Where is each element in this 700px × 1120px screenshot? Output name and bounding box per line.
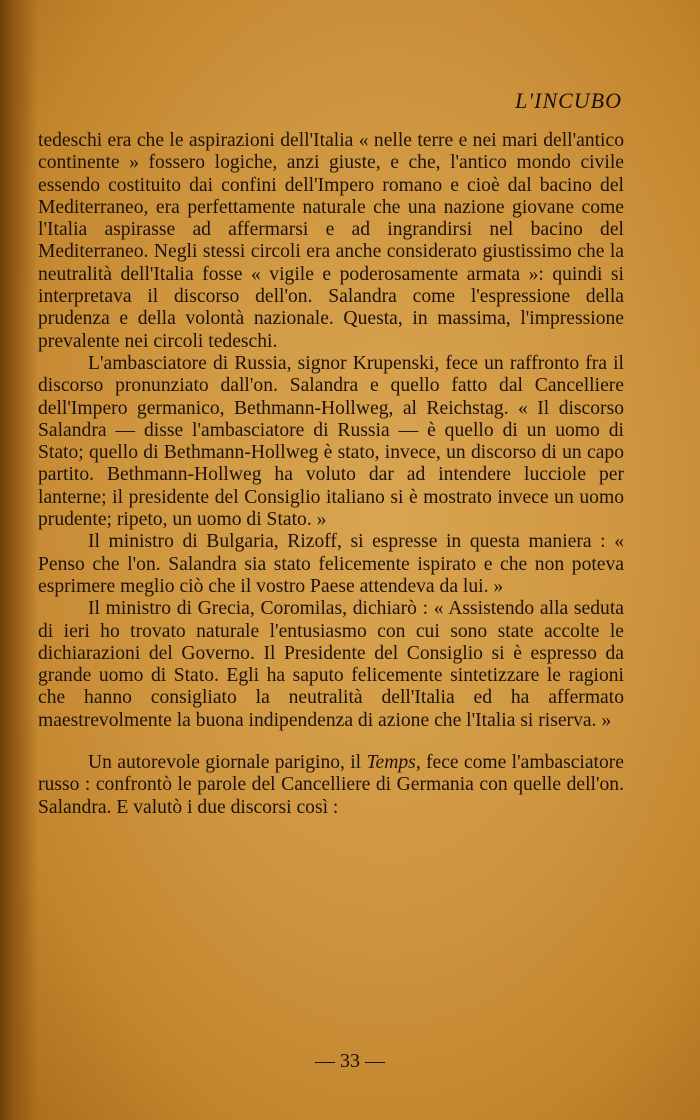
binding-shadow [0,0,38,1120]
running-head: L'INCUBO [515,88,622,113]
paragraph-2: L'ambasciatore di Russia, signor Krupenski, fece un raffronto fra il discorso pronunziato dall'on. Salandra e quello fatto dal Cancelliere dell'Impero germanico, Bethmann-Hollweg, al Reichstag. « Il discorso Salandra — disse l'ambasciatore di Russia — è quello di un uomo di Stato; quello di Bethmann-Hollweg è stato, invece, un discorso di un capo partito. Bethmann-Hollweg ha voluto dar ad intendere lucciole per lanterne; il presidente del Consiglio italiano si è mostrato invece un uomo prudente; ripeto, un uomo di Stato. » [38,352,624,531]
newspaper-title: Temps [366,752,416,774]
body-text [38,130,624,819]
page-number: — 33 — [315,1050,385,1072]
paragraph-1: tedeschi era che le aspirazioni dell'Italia « nelle terre e nei mari dell'antico continente » fossero logiche, anzi giuste, e che, l'antico mondo civile essendo costituito dai confini dell'Impero romano e cioè dal bacino del Mediterraneo, era perfettamente naturale che una nazione giovane come l'Italia aspirasse ad affermarsi e ad ingrandirsi nel bacino del Mediterraneo. Negli stessi circoli era anche considerato giustissimo che la neutralità dell'Italia fosse « vigile e poderosamente armata »: quindi si interpretava il discorso dell'on. Salandra come l'espressione della prudenza e della volontà nazionale. Questa, in massima, l'impressione prevalente nei circoli tedeschi. [38,130,624,352]
paragraph-5-end: , fece come l'ambasciatore russo : confrontò le parole del Cancelliere di Germania con quelle dell'on. Salandra. E valutò i due discorsi così : [38,752,624,818]
paragraph-3: Il ministro di Bulgaria, Rizoff, si espresse in questa maniera : « Penso che l'on. Salandra sia stato felicemente ispirato e che non poteva esprimere meglio ciò che il vostro Paese attendeva da lui. » [38,531,624,597]
section-gap [38,732,624,752]
paragraph-4: Il ministro di Grecia, Coromilas, dichiarò : « Assistendo alla seduta di ieri ho trovato naturale l'entusiasmo con cui sono state accolte le dichiarazioni del Governo. Il Presidente del Consiglio si è espresso da grande uomo di Stato. Egli ha saputo felicemente sintetizzare le ragioni che hanno consigliato la neutralità dell'Italia ed ha affermato maestrevolmente la buona indipendenza di azione che l'Italia si riserva. » [38,598,624,731]
paragraph-5 [38,752,624,819]
paragraph-5-start: Un autorevole giornale parigino, il [88,752,367,774]
